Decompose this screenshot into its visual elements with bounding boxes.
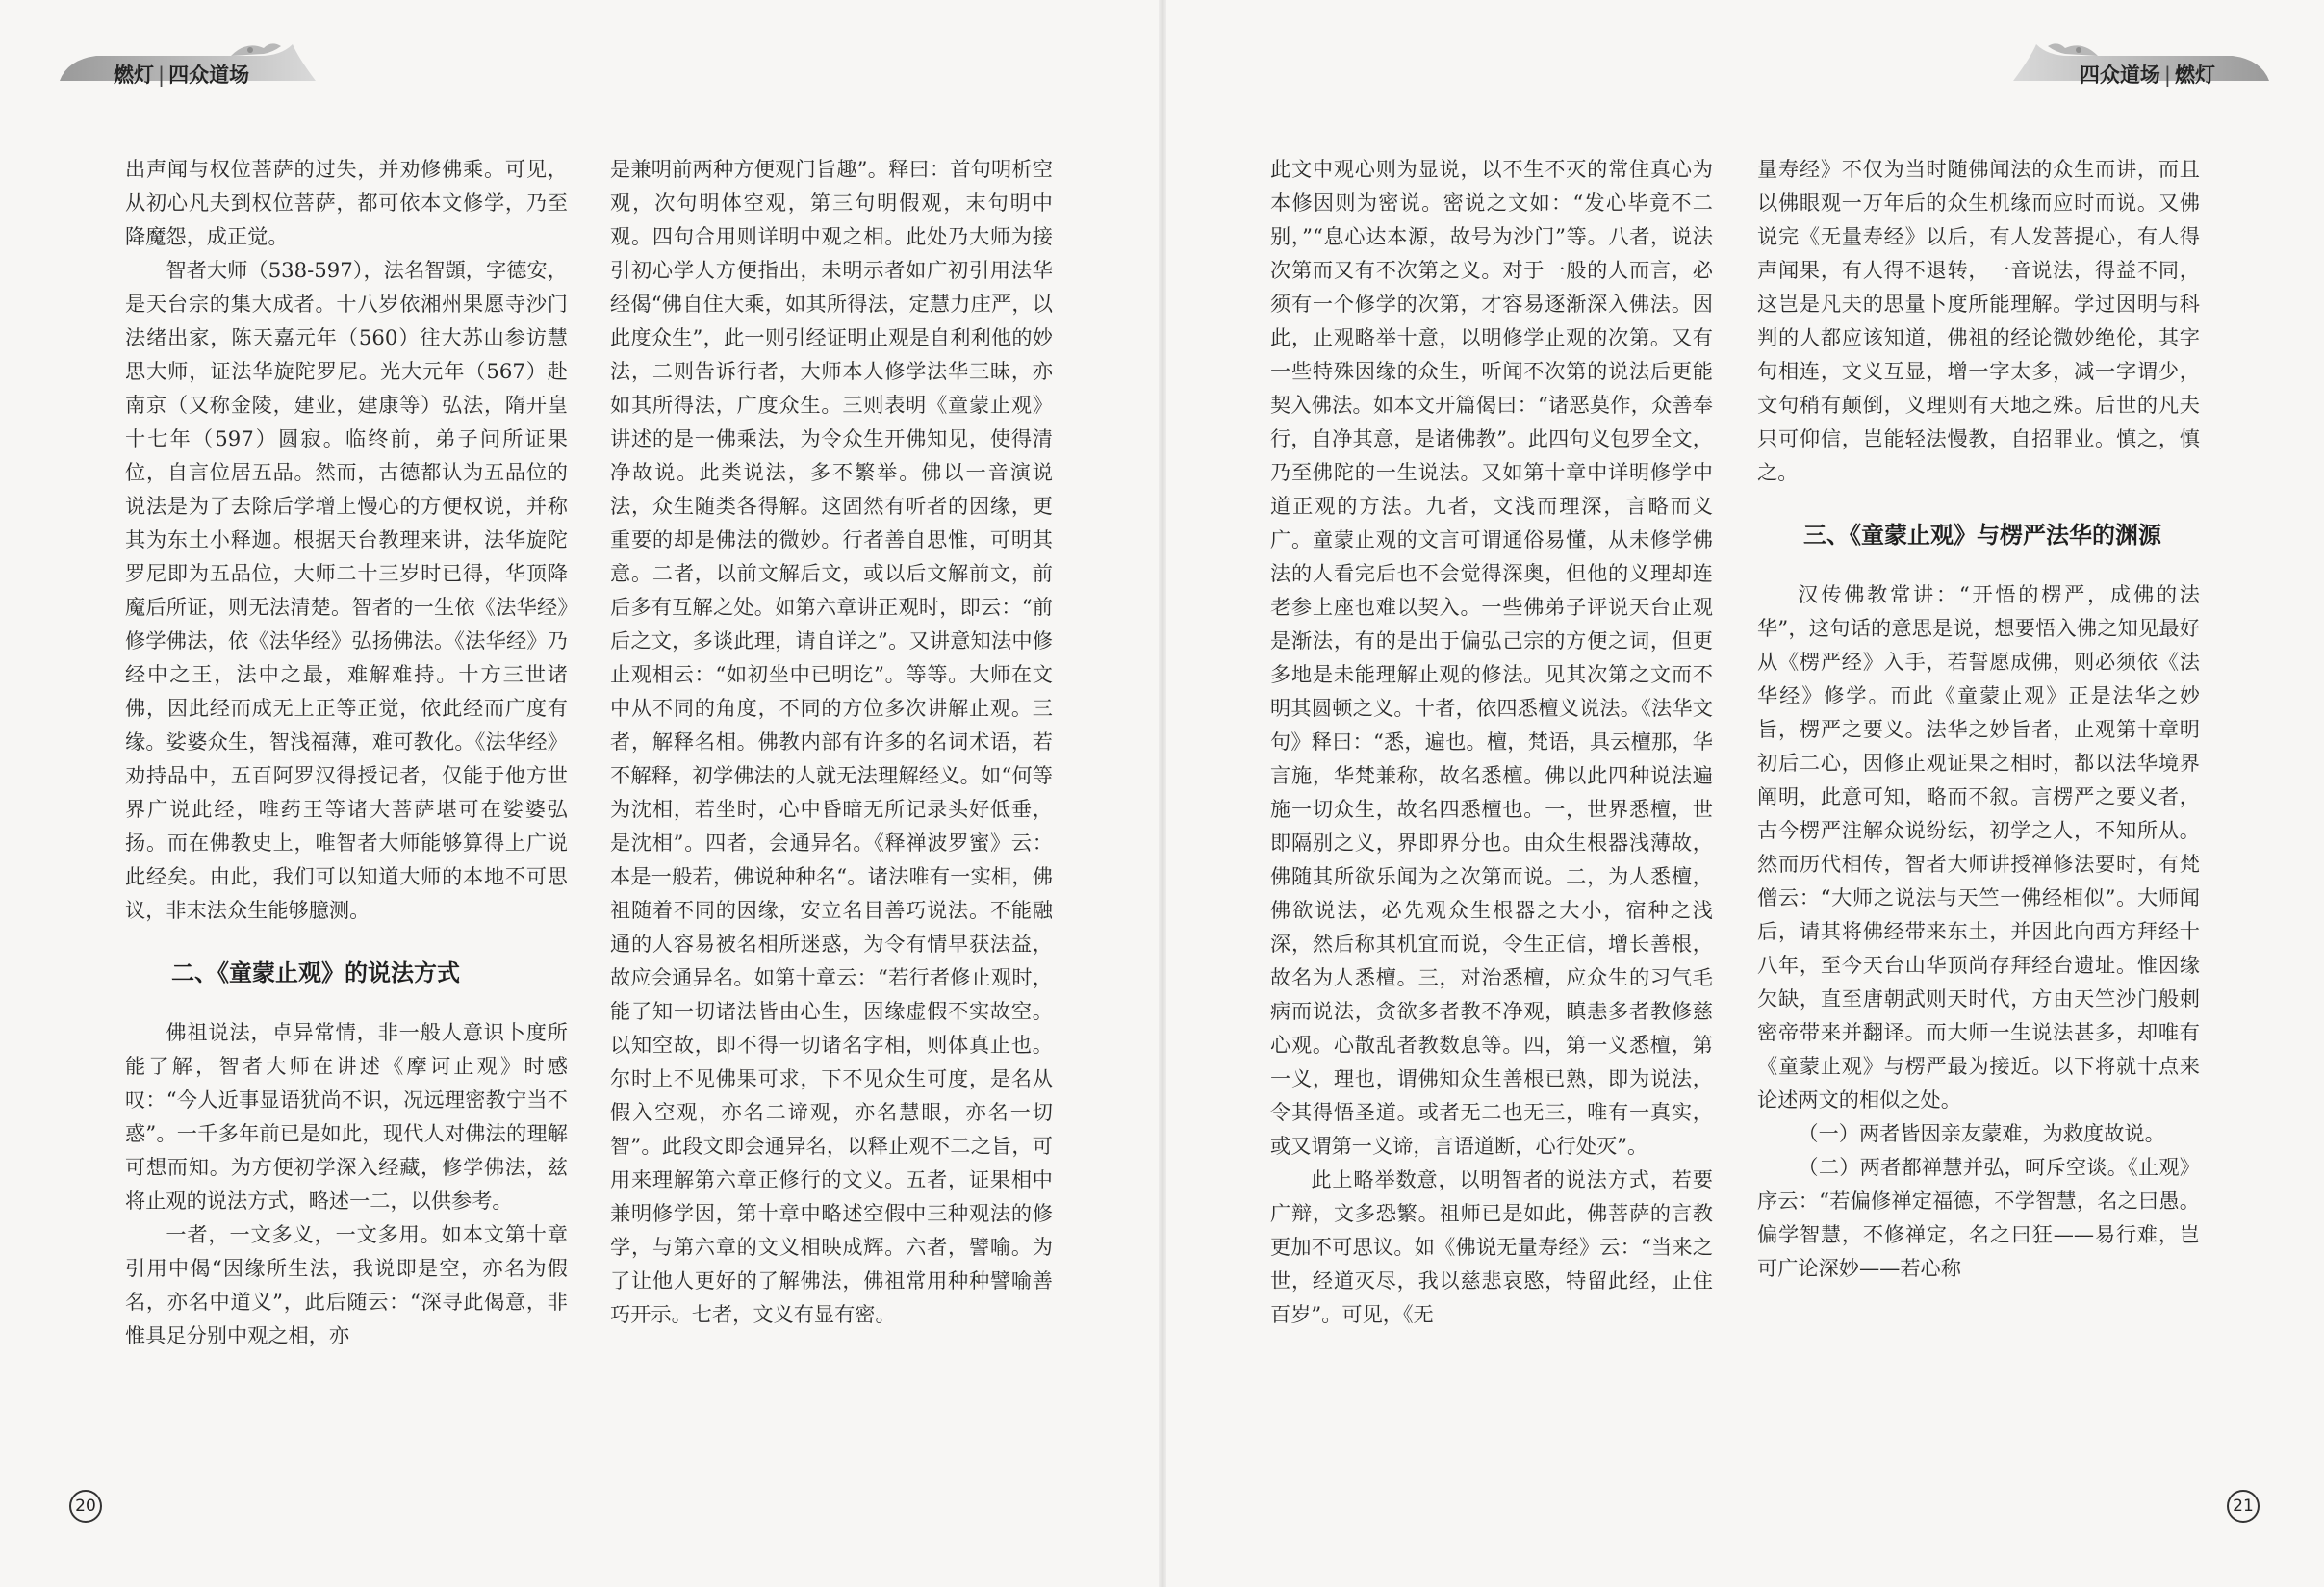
- paragraph: 量寿经》不仅为当时随佛闻法的众生而讲，而且以佛眼观一万年后的众生机缘而应时而说。又佛说完《无量寿经》以后，有人发菩提心，有人得声闻果，有人得不退转，一音说法，得益不同，这岂是凡夫的思量卜度所能理解。学过因明与科判的人都应该知道，佛祖的经论微妙绝伦，其字句相连，文义互显，增一字太多，减一字谓少，文句稍有颠倒，义理则有天地之殊。后世的凡夫只可仰信，岂能轻法慢教，自招罪业。慎之，慎之。: [1757, 157, 2200, 484]
- paragraph: （一）两者皆因亲友蒙难，为救度故说。: [1798, 1121, 2165, 1145]
- header-left-title-b: 四众道场: [168, 64, 250, 87]
- text-column-3: [1270, 152, 1713, 1331]
- text-column-1: [125, 152, 568, 1352]
- header-left-separator: |: [158, 64, 166, 87]
- paragraph: 此上略举数意，以明智者的说法方式，若要广辩，文多恐繁。祖师已是如此，佛菩萨的言教更加不可思议。如《佛说无量寿经》云：“当来之世，经道灭尽，我以慈悲哀愍，特留此经，止住百岁”。可见，《无: [1270, 1167, 1713, 1326]
- header-title-right: [2080, 60, 2215, 89]
- page-gutter: [1159, 0, 1166, 1587]
- header-right-title-a: 四众道场: [2079, 64, 2160, 87]
- header-right-title-b: 燃灯: [2175, 64, 2215, 87]
- paragraph: 一者，一文多义，一文多用。如本文第十章引用中偈“因缘所生法，我说即是空，亦名为假名，亦名中道义”，此后随云：“深寻此偈意，非惟具足分别中观之相，亦: [125, 1222, 568, 1347]
- paragraph: 此文中观心则为显说，以不生不灭的常住真心为本修因则为密说。密说之文如：“发心毕竟不二别，”“息心达本源，故号为沙门”等。八者，说法次第而又有不次第之义。对于一般的人而言，必须有一个修学的次第，才容易逐渐深入佛法。因此，止观略举十意，以明修学止观的次第。又有一些特殊因缘的众生，听闻不次第的说法后更能契入佛法。如本文开篇偈曰：“诸恶莫作，众善奉行，自净其意，是诸佛教”。此四句义包罗全文，乃至佛陀的一生说法。又如第十章中详明修学中道正观的方法。九者，文浅而理深，言略而义广。童蒙止观的文言可谓通俗易懂，从未修学佛法的人看完后也不会觉得深奥，但他的义理却连老参上座也难以契入。一些佛弟子评说天台止观是渐法，有的是出于偏弘己宗的方便之词，但更多地是未能理解止观的修法。见其次第之文而不明其圆顿之义。十者，依四悉檀义说法。《法华文句》释曰：“悉，遍也。檀，梵语，具云檀那，华言施，华梵兼称，故名悉檀。佛以此四种说法遍施一切众生，故名四悉檀也。一，世界悉檀，世即隔别之义，界即界分也。由众生根器浅薄故，佛随其所欲乐闻为之次第而说。二，为人悉檀，佛欲说法，必先观众生根器之大小，宿种之浅深，然后称其机宜而说，令生正信，增长善根，故名为人悉檀。三，对治悉檀，应众生的习气毛病而说法，贪欲多者教不净观，瞋恚多者教修慈心观。心散乱者教数息等。四，第一义悉檀，第一义，理也，谓佛知众生善根已熟，即为说法，令其得悟圣道。或者无二也无三，唯有一真实，或又谓第一义谛，言语道断，心行处灭”。: [1270, 157, 1713, 1158]
- paragraph: （二）两者都禅慧并弘，呵斥空谈。《止观》序云：“若偏修禅定福德，不学智慧，名之曰愚。偏学智慧，不修禅定，名之曰狂——易行难，岂可广论深妙——若心称: [1757, 1155, 2200, 1280]
- text-column-2: [610, 152, 1053, 1331]
- page-number-right: 21: [2227, 1490, 2260, 1523]
- header-right-separator: |: [2163, 64, 2171, 87]
- paragraph: 佛祖说法，卓异常情，非一般人意识卜度所能了解，智者大师在讲述《摩诃止观》时感叹：“今人近事显语犹尚不识，况远理密教宁当不惑”。一千多年前已是如此，现代人对佛法的理解可想而知。为方便初学深入经藏，修学佛法，兹将止观的说法方式，略述一二，以供参考。: [125, 1020, 568, 1213]
- header-banner-left: [58, 38, 318, 85]
- paragraph: 汉传佛教常讲：“开悟的楞严，成佛的法华”，这句话的意思是说，想要悟入佛之知见最好从《楞严经》入手，若誓愿成佛，则必须依《法华经》修学。而此《童蒙止观》正是法华之妙旨，楞严之要义。法华之妙旨者，止观第十章明初后二心，因修止观证果之相时，都以法华境界阐明，此意可知，略而不叙。言楞严之要义者，古今楞严注解众说纷纭，初学之人，不知所从。然而历代相传，智者大师讲授禅修法要时，有梵僧云：“大师之说法与天竺一佛经相似”。大师闻后，请其将佛经带来东土，并因此向西方拜经十八年，至今天台山华顶尚存拜经台遗址。惟因缘欠缺，直至唐朝武则天时代，方由天竺沙门般刺密帝带来并翻译。而大师一生说法甚多，却唯有《童蒙止观》与楞严最为接近。以下将就十点来论述两文的相似之处。: [1757, 582, 2200, 1112]
- section-heading-2: 二、《童蒙止观》的说法方式: [171, 960, 460, 986]
- paragraph: 智者大师（538-597），法名智顗，字德安，是天台宗的集大成者。十八岁依湘州果愿寺沙门法绪出家，陈天嘉元年（560）往大苏山参访慧思大师，证法华旋陀罗尼。光大元年（567）赴南京（又称金陵，建业，建康等）弘法，隋开皇十七年（597）圆寂。临终前，弟子问所证果位，自言位居五品。然而，古德都认为五品位的说法是为了去除后学增上慢心的方便权说，并称其为东土小释迦。根据天台教理来讲，法华旋陀罗尼即为五品位，大师二十三岁时已得，华顶降魔后所证，则无法清楚。智者的一生依《法华经》修学佛法，依《法华经》弘扬佛法。《法华经》乃经中之王，法中之最，难解难持。十方三世诸佛，因此经而成无上正等正觉，依此经而广度有缘。娑婆众生，智浅福薄，难可教化。《法华经》劝持品中，五百阿罗汉得授记者，仅能于他方世界广说此经，唯药王等诸大菩萨堪可在娑婆弘扬。而在佛教史上，唯智者大师能够算得上广说此经矣。由此，我们可以知道大师的本地不可思议，非末法众生能够臆测。: [125, 258, 568, 922]
- section-heading-3: 三、《童蒙止观》与楞严法华的渊源: [1803, 522, 2161, 549]
- header-banner-right: [2011, 38, 2271, 85]
- paragraph: 出声闻与权位菩萨的过失，并劝修佛乘。可见，从初心凡夫到权位菩萨，都可依本文修学，乃至降魔怨，成正觉。: [125, 157, 568, 248]
- paragraph: 是兼明前两种方便观门旨趣”。释曰：首句明析空观，次句明体空观，第三句明假观，末句明中观。四句合用则详明中观之相。此处乃大师为接引初心学人方便指出，未明示者如广初引用法华经偈“佛自住大乘，如其所得法，定慧力庄严，以此度众生”，此一则引经证明止观是自利利他的妙法，二则告诉行者，大师本人修学法华三昧，亦如其所得法，广度众生。三则表明《童蒙止观》讲述的是一佛乘法，为令众生开佛知见，使得清净故说。此类说法，多不繁举。佛以一音演说法，众生随类各得解。这固然有听者的因缘，更重要的却是佛法的微妙。行者善自思惟，可明其意。二者，以前文解后文，或以后文解前文，前后多有互解之处。如第六章讲正观时，即云：“前后之文，多谈此理，请自详之”。又讲意知法中修止观相云：“如初坐中已明讫”。等等。大师在文中从不同的角度，不同的方位多次讲解止观。三者，解释名相。佛教内部有许多的名词术语，若不解释，初学佛法的人就无法理解经义。如“何等为沈相，若坐时，心中昏暗无所记录头好低垂，是沈相”。四者，会通异名。《释禅波罗蜜》云：本是一般若，佛说种种名“。诸法唯有一实相，佛祖随着不同的因缘，安立名目善巧说法。不能融通的人容易被名相所迷惑，为令有情早获法益，故应会通异名。如第十章云：“若行者修止观时，能了知一切诸法皆由心生，因缘虚假不实故空。以知空故，即不得一切诸名字相，则体真止也。尔时上不见佛果可求，下不见众生可度，是名从假入空观，亦名二谛观，亦名慧眼，亦名一切智”。此段文即会通异名，以释止观不二之旨，可用来理解第六章正修行的文义。五者，证果相中兼明修学因，第十章中略述空假中三种观法的修学，与第六章的文义相映成辉。六者，譬喻。为了让他人更好的了解佛法，佛祖常用种种譬喻善巧开示。七者，文义有显有密。: [610, 157, 1053, 1326]
- page-number-left: 20: [69, 1490, 102, 1523]
- text-column-4: [1757, 152, 2200, 1285]
- header-title-left: [114, 60, 249, 89]
- header-left-title-a: 燃灯: [114, 64, 154, 87]
